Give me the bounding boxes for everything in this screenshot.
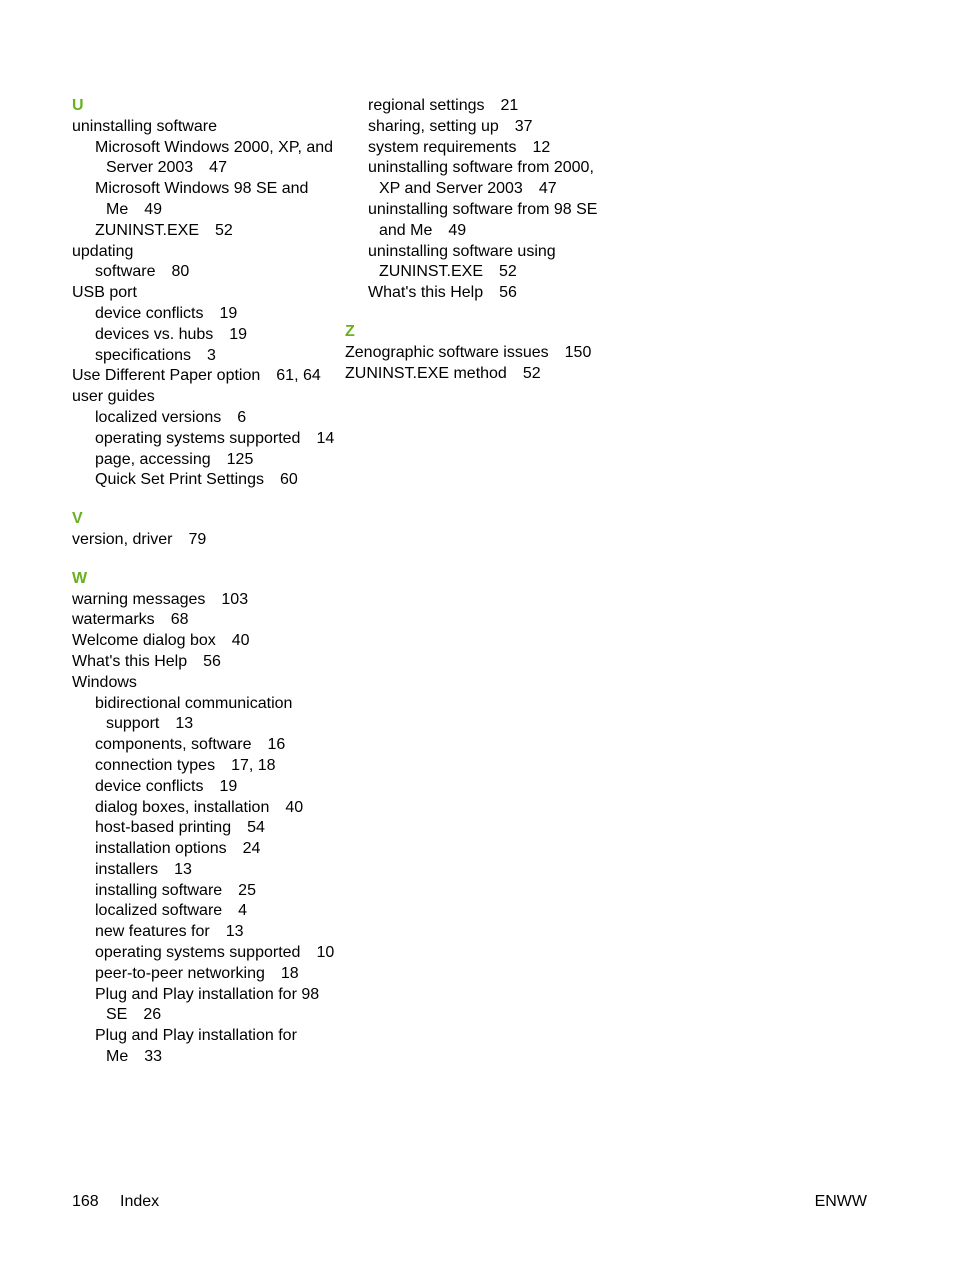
index-subentry bbox=[345, 117, 615, 138]
entry-page-ref[interactable]: 18 bbox=[280, 964, 299, 982]
entry-term: software bbox=[95, 263, 156, 281]
entry-term: connection types bbox=[95, 756, 216, 774]
entry-term: Plug and Play installation for 98 SE bbox=[95, 985, 320, 1024]
section-label: Index bbox=[120, 1193, 160, 1210]
page-number: 168 bbox=[72, 1193, 99, 1210]
entry-term: installing software bbox=[95, 881, 223, 899]
entry-term: localized software bbox=[95, 902, 223, 920]
index-entry bbox=[345, 343, 615, 364]
entry-term: localized versions bbox=[95, 408, 222, 426]
index-subentry bbox=[72, 450, 340, 471]
entry-page-ref[interactable]: 21 bbox=[500, 97, 519, 114]
entry-term: uninstalling software using ZUNINST.EXE bbox=[368, 242, 556, 281]
entry-term: Microsoft Windows 2000, XP, and Server 2003 bbox=[95, 138, 334, 177]
entry-term: uninstalling software bbox=[72, 117, 217, 135]
entry-page-ref[interactable]: 79 bbox=[188, 530, 207, 548]
entry-page-ref[interactable]: 54 bbox=[247, 819, 265, 837]
index-subentry bbox=[72, 221, 340, 242]
entry-term: devices vs. hubs bbox=[95, 325, 214, 343]
entry-page-ref[interactable]: 4 bbox=[238, 902, 248, 920]
entry-page-ref[interactable]: 49 bbox=[448, 221, 467, 239]
index-entry bbox=[72, 530, 340, 551]
entry-page-ref[interactable]: 12 bbox=[532, 138, 551, 156]
entry-page-ref[interactable]: 25 bbox=[238, 881, 256, 899]
index-entry bbox=[72, 610, 340, 631]
entry-page-ref[interactable]: 24 bbox=[242, 840, 261, 858]
index-subentry bbox=[72, 798, 340, 819]
entry-page-ref[interactable]: 19 bbox=[219, 304, 238, 322]
index-subentry bbox=[72, 860, 340, 881]
entry-page-ref[interactable]: 40 bbox=[231, 632, 250, 650]
index-section bbox=[345, 322, 615, 384]
entry-page-ref[interactable]: 61, 64 bbox=[276, 367, 321, 385]
entry-page-ref[interactable]: 16 bbox=[267, 736, 286, 754]
index-entry bbox=[345, 364, 615, 385]
index-entry bbox=[72, 673, 340, 694]
entry-term: version, driver bbox=[72, 530, 173, 548]
entry-term: bidirectional communication support bbox=[95, 694, 293, 733]
index-subentry bbox=[72, 408, 340, 429]
index-subentry bbox=[345, 200, 615, 242]
index-subentry bbox=[72, 901, 340, 922]
entry-page-ref[interactable]: 3 bbox=[207, 346, 216, 364]
index-entry bbox=[72, 631, 340, 652]
entry-term: components, software bbox=[95, 736, 252, 754]
entry-term: Windows bbox=[72, 673, 137, 691]
entry-page-ref[interactable]: 26 bbox=[143, 1006, 162, 1024]
entry-term: Use Different Paper option bbox=[72, 367, 261, 385]
entry-term: updating bbox=[72, 242, 134, 260]
entry-page-ref[interactable]: 6 bbox=[237, 408, 247, 426]
entry-term: installers bbox=[95, 860, 159, 878]
index-subentry bbox=[72, 325, 340, 346]
index-subentry bbox=[72, 179, 340, 221]
entry-term: Microsoft Windows 98 SE and Me bbox=[95, 180, 309, 218]
entry-page-ref[interactable]: 125 bbox=[226, 450, 254, 468]
index-subentry bbox=[345, 242, 615, 284]
section-letter-heading: Z bbox=[345, 322, 355, 340]
index-subentry bbox=[345, 138, 615, 159]
footer-right-label: ENWW bbox=[814, 1193, 867, 1210]
index-section bbox=[72, 96, 340, 491]
entry-term: new features for bbox=[95, 923, 210, 941]
index-subentry bbox=[72, 470, 340, 491]
index-subentry bbox=[72, 818, 340, 839]
index-subentry bbox=[72, 777, 340, 798]
entry-page-ref[interactable]: 49 bbox=[144, 200, 163, 218]
index-subentry bbox=[72, 735, 340, 756]
entry-term: What's this Help bbox=[72, 652, 188, 670]
index-subentry bbox=[72, 881, 340, 902]
index-subentry bbox=[345, 96, 615, 117]
entry-page-ref[interactable]: 47 bbox=[538, 180, 557, 198]
entry-page-ref[interactable]: 17, 18 bbox=[231, 756, 276, 774]
entry-term: peer-to-peer networking bbox=[95, 964, 265, 982]
index-subentry bbox=[72, 262, 340, 283]
entry-term: specifications bbox=[95, 346, 192, 364]
index-subentry bbox=[72, 429, 340, 450]
index-entry bbox=[72, 283, 340, 304]
entry-page-ref[interactable]: 60 bbox=[279, 471, 298, 489]
entry-page-ref[interactable]: 52 bbox=[499, 263, 517, 281]
entry-page-ref[interactable]: 56 bbox=[499, 284, 517, 302]
entry-page-ref[interactable]: 103 bbox=[221, 590, 249, 608]
entry-term: installation options bbox=[95, 840, 227, 858]
index-subentry bbox=[72, 1026, 340, 1068]
entry-term: operating systems supported bbox=[95, 944, 301, 962]
entry-page-ref[interactable]: 68 bbox=[170, 611, 189, 629]
entry-term: device conflicts bbox=[95, 304, 204, 322]
entry-term: Welcome dialog box bbox=[72, 632, 216, 650]
index-entry bbox=[72, 117, 340, 138]
entry-term: Quick Set Print Settings bbox=[95, 471, 264, 489]
entry-page-ref[interactable]: 19 bbox=[229, 325, 248, 343]
entry-term: ZUNINST.EXE method bbox=[345, 364, 507, 382]
index-subentry bbox=[72, 756, 340, 777]
entry-page-ref[interactable]: 37 bbox=[514, 117, 533, 135]
index-subentry bbox=[345, 158, 615, 200]
index-column-left bbox=[72, 96, 340, 1068]
entry-term: sharing, setting up bbox=[368, 117, 499, 135]
index-entry bbox=[72, 242, 340, 263]
entry-term: device conflicts bbox=[95, 777, 204, 795]
entry-term: USB port bbox=[72, 284, 137, 302]
section-letter-heading: W bbox=[72, 569, 88, 587]
entry-term: regional settings bbox=[368, 97, 485, 114]
entry-page-ref[interactable]: 80 bbox=[171, 263, 190, 281]
index-subentry bbox=[72, 839, 340, 860]
index-subentry bbox=[72, 304, 340, 325]
index-subentry bbox=[72, 138, 340, 180]
entry-term: What's this Help bbox=[368, 284, 484, 302]
index-subentry bbox=[72, 943, 340, 964]
index-subentry bbox=[72, 985, 340, 1027]
entry-term: uninstalling software from 98 SE and Me bbox=[368, 200, 598, 239]
index-section bbox=[345, 96, 615, 304]
section-letter-heading: U bbox=[72, 97, 84, 114]
index-entry bbox=[72, 366, 340, 387]
section-letter-heading: V bbox=[72, 510, 83, 528]
index-entry bbox=[72, 590, 340, 611]
entry-page-ref[interactable]: 33 bbox=[144, 1048, 163, 1066]
entry-term: uninstalling software from 2000, XP and Server 2003 bbox=[368, 159, 594, 198]
entry-term: ZUNINST.EXE bbox=[95, 221, 200, 239]
entry-term: operating systems supported bbox=[95, 429, 301, 447]
entry-page-ref[interactable]: 13 bbox=[175, 715, 194, 733]
entry-term: user guides bbox=[72, 388, 155, 406]
entry-page-ref[interactable]: 40 bbox=[285, 798, 304, 816]
index-entry bbox=[72, 652, 340, 673]
entry-page-ref[interactable]: 13 bbox=[174, 860, 192, 878]
entry-term: Zenographic software issues bbox=[345, 343, 549, 361]
index-section bbox=[72, 509, 340, 551]
index-subentry bbox=[345, 283, 615, 304]
index-column-right bbox=[345, 96, 615, 384]
index-entry bbox=[72, 387, 340, 408]
entry-term: warning messages bbox=[72, 590, 206, 608]
entry-page-ref[interactable]: 52 bbox=[215, 221, 233, 239]
entry-page-ref[interactable]: 10 bbox=[316, 944, 335, 962]
entry-term: dialog boxes, installation bbox=[95, 798, 270, 816]
index-subentry bbox=[72, 346, 340, 367]
entry-page-ref[interactable]: 47 bbox=[209, 159, 227, 177]
entry-term: system requirements bbox=[368, 138, 517, 156]
entry-page-ref[interactable]: 52 bbox=[522, 364, 541, 382]
entry-page-ref[interactable]: 56 bbox=[203, 652, 221, 670]
entry-term: watermarks bbox=[72, 611, 155, 629]
index-subentry bbox=[72, 922, 340, 943]
entry-page-ref[interactable]: 19 bbox=[219, 777, 238, 795]
entry-page-ref[interactable]: 14 bbox=[316, 429, 335, 447]
entry-term: Plug and Play installation for Me bbox=[95, 1027, 297, 1066]
entry-page-ref[interactable]: 150 bbox=[564, 343, 592, 361]
index-section bbox=[72, 569, 340, 1068]
index-subentry bbox=[72, 964, 340, 985]
index-subentry bbox=[72, 694, 340, 736]
entry-page-ref[interactable]: 13 bbox=[225, 923, 244, 941]
entry-term: page, accessing bbox=[95, 450, 211, 468]
entry-term: host-based printing bbox=[95, 819, 232, 837]
